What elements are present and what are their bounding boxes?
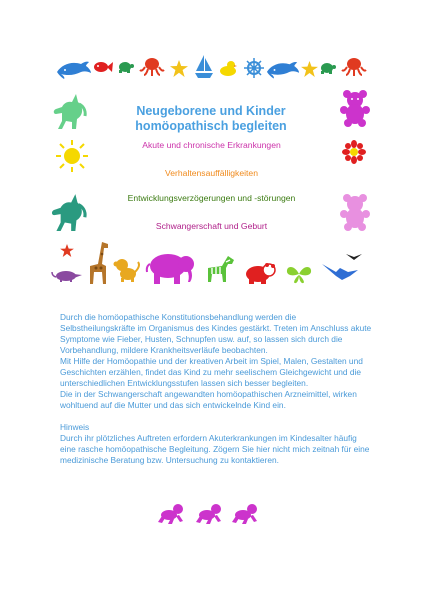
- giraffe-icon: [84, 242, 112, 284]
- baby-icon: [196, 504, 222, 524]
- topic-behavior: Verhaltensauffälligkeiten: [164, 168, 258, 178]
- page-title: Neugeborene und Kinder homöopathisch begleiten: [135, 104, 287, 133]
- monkey-icon: [114, 258, 140, 282]
- ship-wheel-icon: [244, 58, 264, 78]
- dolphin-icon: [266, 58, 300, 80]
- elephant-icon: [146, 252, 194, 284]
- topic-development: Entwicklungsverzögerungen und -störungen: [127, 193, 296, 203]
- sailboat-icon: [194, 55, 214, 79]
- butterfly-icon: [286, 264, 312, 284]
- body-paragraph-pregnancy: Die in der Schwangerschaft angewandten homöopathischen Arzneimittel, wirken wohltuend auf die Mutter und das sich entwickelnde Kind ein.: [60, 389, 357, 410]
- baby-icon: [232, 504, 258, 524]
- bottom-icon-row: [0, 500, 423, 530]
- top-icon-row: [0, 0, 423, 90]
- unicorn-icon: [50, 92, 88, 130]
- baby-icon: [158, 504, 184, 524]
- turtle-icon: [318, 61, 336, 75]
- bird-icon: [322, 260, 358, 282]
- octopus-icon: [140, 58, 164, 76]
- topic-pregnancy: Schwangerschaft und Geburt: [155, 221, 268, 231]
- rat-icon: [52, 268, 84, 282]
- animal-row: [0, 240, 423, 288]
- teddy-bear-icon: [340, 194, 370, 230]
- body-paragraph-constitution: Durch die homöopathische Konstitutionsbehandlung werden die Selbstheilungskräfte im Organismus des Kindes gestärkt. Treten im Anschluss akute Symptome wie Fieber, Husten, Schnupfen usw. auf, so lassen sich durch die Vorbehandlung, mildere Krankheitsverläufe beobachten.: [60, 312, 372, 355]
- zebra-icon: [204, 256, 236, 282]
- bird-icon: [346, 254, 362, 262]
- hint-text: Durch ihr plötzliches Auftreten erfordern Akuterkrankungen im Kindesalter häufig eine rasche homöopathische Begleitung. Zögern Sie hier nicht mich zeitnah für eine medizinische Beratung bzw. Untersuchung zu kontaktieren.: [60, 433, 370, 465]
- hint-heading: Hinweis: [60, 422, 90, 432]
- starfish-icon: [170, 60, 188, 77]
- octopus-icon: [342, 58, 366, 76]
- turtle-icon: [116, 60, 134, 74]
- topic-acute: Akute und chronische Erkrankungen: [142, 140, 281, 150]
- body-paragraph-creative: Mit Hilfe der Homöopathie und der kreativen Arbeit im Spiel, Malen, Gestalten und Geschichten erzählen, findet das Kind zu mehr seelischem Gleichgewicht und die unterschiedlichen Entwicklungsstufen lassen sich besser begleiten.: [60, 356, 363, 388]
- body-text: [60, 312, 372, 466]
- starfish-icon: [301, 61, 318, 77]
- fish-icon: [93, 60, 113, 74]
- flower-icon: [342, 140, 366, 164]
- teddy-bear-icon: [340, 90, 370, 126]
- dolphin-icon: [56, 58, 92, 80]
- star-icon: [60, 244, 74, 257]
- panda-icon: [244, 262, 276, 284]
- duck-icon: [219, 60, 237, 76]
